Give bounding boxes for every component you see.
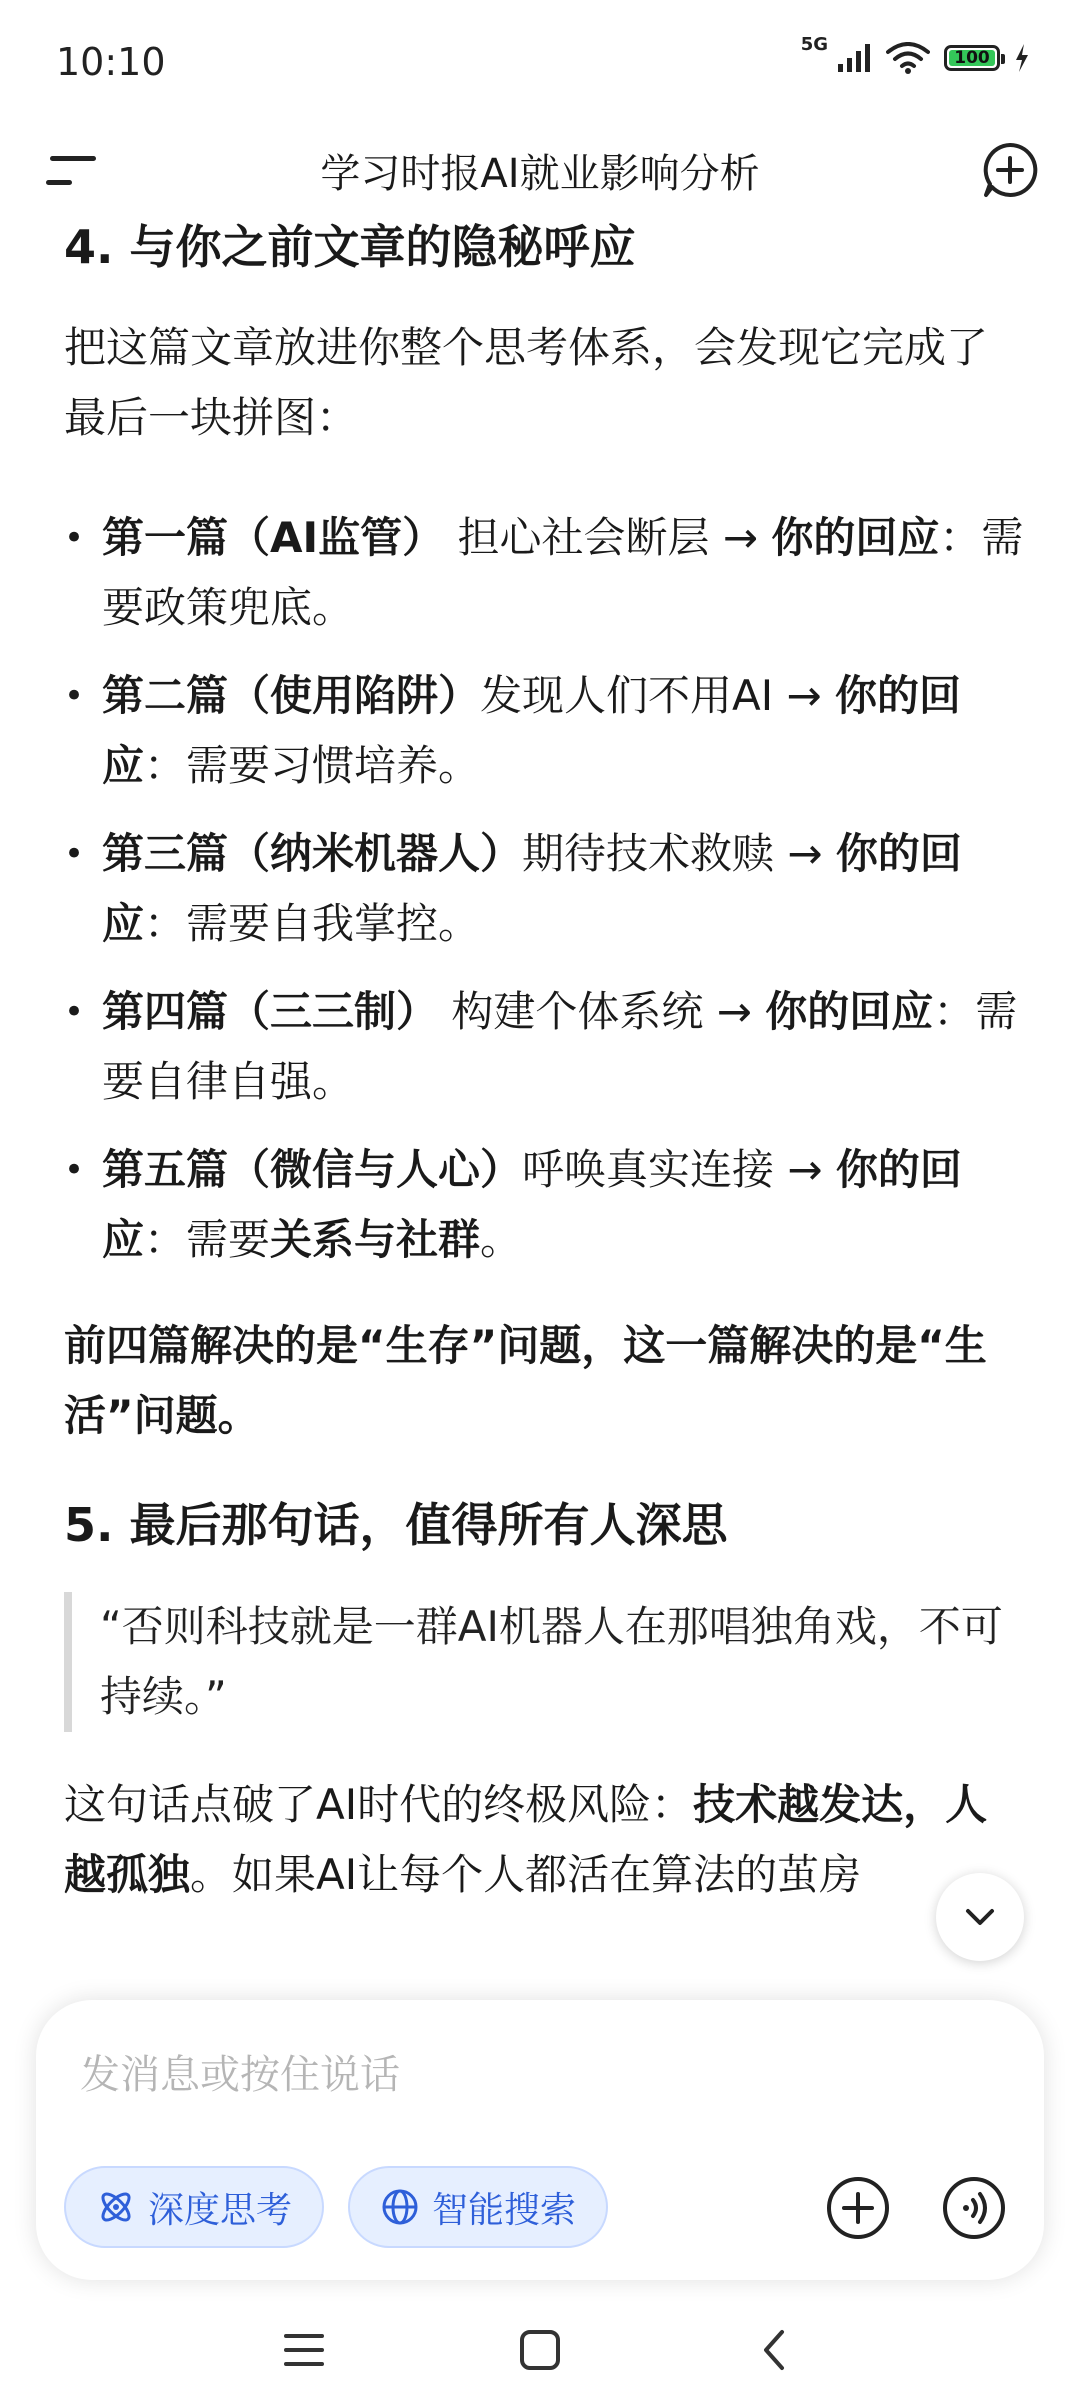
list-item: • 第五篇（微信与人心）呼唤真实连接 → 你的回应：需要关系与社群。 — [64, 1135, 1024, 1275]
status-bar — [0, 0, 1080, 130]
chevron-down-icon — [962, 1905, 998, 1929]
scroll-down-button[interactable] — [936, 1873, 1024, 1961]
recent-apps-icon[interactable] — [276, 2322, 332, 2378]
list-item: • 第二篇（使用陷阱）发现人们不用AI → 你的回应：需要习惯培养。 — [64, 661, 1024, 801]
page-title: 学习时报AI就业影响分析 — [320, 151, 760, 197]
message-input[interactable] — [80, 2040, 860, 2110]
battery-level: 100 — [954, 48, 990, 68]
plus-icon[interactable] — [826, 2176, 890, 2240]
final-paragraph: 这句话点破了AI时代的终极风险：技术越发达，人越孤独。如果AI让每个人都活在算法的茧房 — [64, 1779, 988, 1899]
system-nav-bar — [0, 2300, 1080, 2400]
wifi-icon — [886, 42, 930, 74]
battery-icon — [944, 45, 1000, 71]
article-list — [64, 503, 1024, 1275]
network-type: 5G — [800, 33, 828, 55]
app-header — [0, 130, 1080, 210]
blockquote: “否则科技就是一群AI机器人在那唱独角戏，不可持续。” — [64, 1592, 1024, 1732]
atom-icon — [96, 2187, 136, 2227]
home-icon[interactable] — [512, 2322, 568, 2378]
smart-search-button[interactable] — [348, 2166, 608, 2248]
cell-signal-icon — [838, 44, 872, 72]
status-time: 10:10 — [56, 40, 166, 84]
section-5-title: 5. 最后那句话，值得所有人深思 — [64, 1498, 728, 1553]
status-icons — [800, 33, 1030, 74]
charging-bolt-icon — [1014, 44, 1030, 72]
message-content — [64, 215, 1024, 1910]
section-4-intro: 把这篇文章放进你整个思考体系，会发现它完成了最后一块拼图： — [64, 323, 989, 443]
smart-search-label: 智能搜索 — [432, 2189, 577, 2231]
list-item: • 第三篇（纳米机器人）期待技术救赎 → 你的回应：需要自我掌控。 — [64, 819, 1024, 959]
summary-text: 前四篇解决的是“生存”问题，这一篇解决的是“生活”问题。 — [64, 1321, 987, 1441]
voice-call-icon[interactable] — [942, 2176, 1006, 2240]
message-composer — [36, 2000, 1044, 2280]
section-4-title: 4. 与你之前文章的隐秘呼应 — [64, 220, 636, 274]
deep-think-label: 深度思考 — [148, 2189, 293, 2231]
list-item: • 第四篇（三三制） 构建个体系统 → 你的回应：需要自律自强。 — [64, 977, 1024, 1117]
new-chat-icon[interactable] — [980, 140, 1040, 200]
deep-think-button[interactable] — [64, 2166, 324, 2248]
back-icon[interactable] — [748, 2322, 804, 2378]
list-item: • 第一篇（AI监管） 担心社会断层 → 你的回应：需要政策兜底。 — [64, 503, 1024, 643]
globe-icon — [380, 2187, 420, 2227]
